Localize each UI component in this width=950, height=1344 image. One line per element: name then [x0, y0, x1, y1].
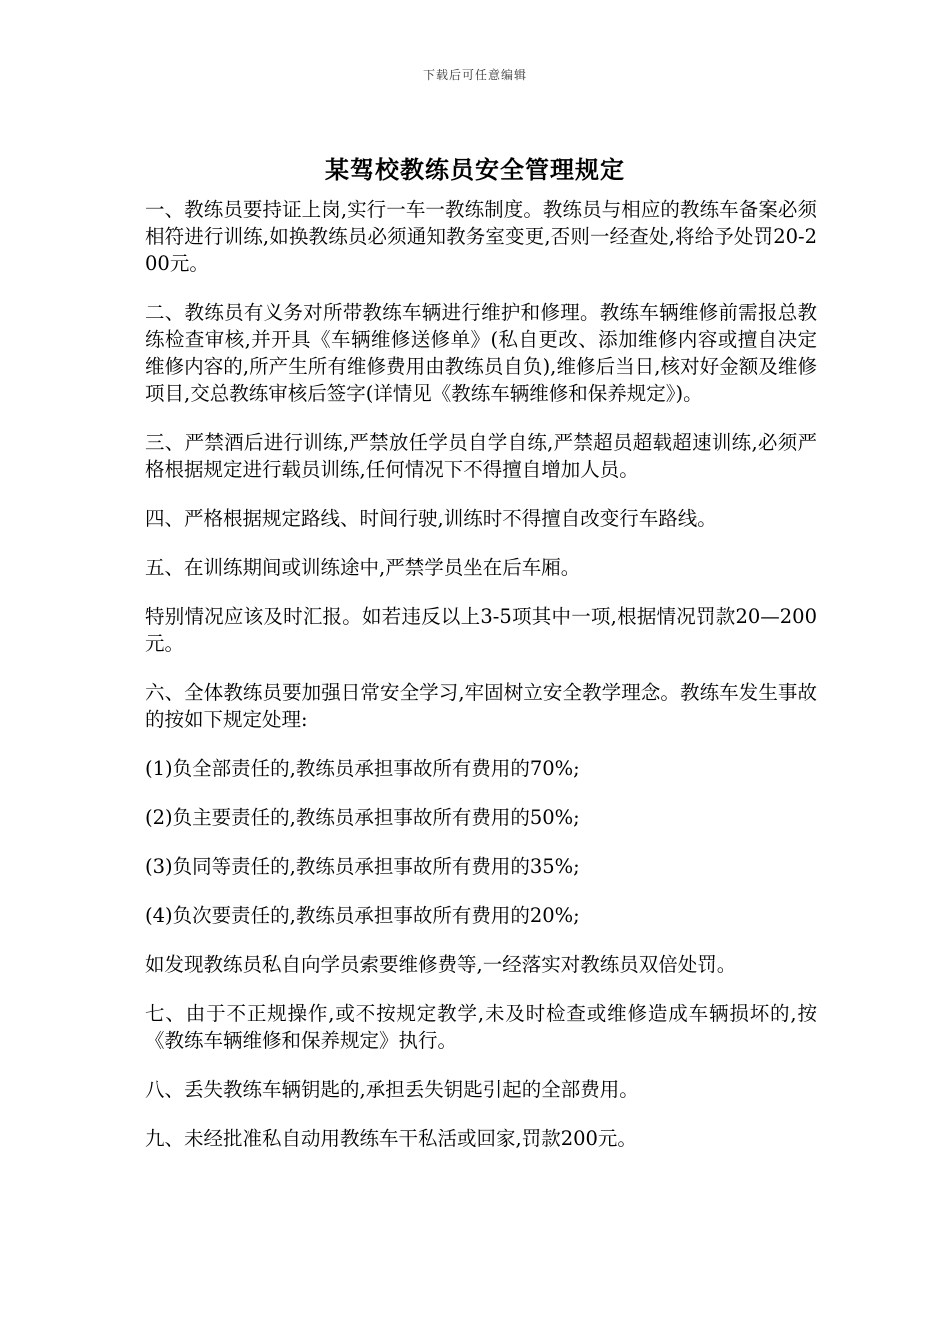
- list-item: (3)负同等责任的,教练员承担事故所有费用的35%;: [145, 855, 580, 878]
- list-item: (2)负主要责任的,教练员承担事故所有费用的50%;: [145, 806, 580, 829]
- header-note: 下载后可任意编辑: [422, 68, 527, 82]
- paragraph-5: 五、在训练期间或训练途中,严禁学员坐在后车厢。: [145, 556, 581, 579]
- paragraph-3: 三、严禁酒后进行训练,严禁放任学员自学自练,严禁超员超载超速训练,必须严格根据规定进行载员训练,任何情况下不得擅自增加人员。: [145, 431, 817, 481]
- paragraph-8: 八、丢失教练车辆钥匙的,承担丢失钥匙引起的全部费用。: [145, 1078, 639, 1101]
- paragraph-special: 特别情况应该及时汇报。如若违反以上3-5项其中一项,根据情况罚款20—200元。: [145, 605, 817, 655]
- page-title: 某驾校教练员安全管理规定: [325, 155, 625, 184]
- paragraph-9: 九、未经批准私自动用教练车干私活或回家,罚款200元。: [145, 1127, 637, 1150]
- paragraph-4: 四、严格根据规定路线、时间行驶,训练时不得擅自改变行车路线。: [145, 507, 717, 530]
- paragraph-1: 一、教练员要持证上岗,实行一车一教练制度。教练员与相应的教练车备案必须相符进行训练,如换教练员必须通知教务室变更,否则一经查处,将给予处罚20-200元。: [145, 198, 817, 275]
- paragraph-6: 六、全体教练员要加强日常安全学习,牢固树立安全教学理念。教练车发生事故的按如下规定处理:: [145, 681, 817, 731]
- list-item: (4)负次要责任的,教练员承担事故所有费用的20%;: [145, 904, 580, 927]
- paragraph-7: 七、由于不正规操作,或不按规定教学,未及时检查或维修造成车辆损坏的,按《教练车辆维修和保养规定》执行。: [145, 1002, 817, 1052]
- paragraph-double-penalty: 如发现教练员私自向学员索要维修费等,一经落实对教练员双倍处罚。: [145, 953, 737, 976]
- document-body: [145, 196, 817, 1174]
- paragraph-2: 二、教练员有义务对所带教练车辆进行维护和修理。教练车辆维修前需报总教练检查审核,并开具《车辆维修送修单》(私自更改、添加维修内容或擅自决定维修内容的,所产生所有维修费用由教练员自负),维修后当日,核对好金额及维修项目,交总教练审核后签字(详情见《教练车辆维修和保养规定》)。: [145, 301, 817, 405]
- list-item: (1)负全部责任的,教练员承担事故所有费用的70%;: [145, 757, 580, 780]
